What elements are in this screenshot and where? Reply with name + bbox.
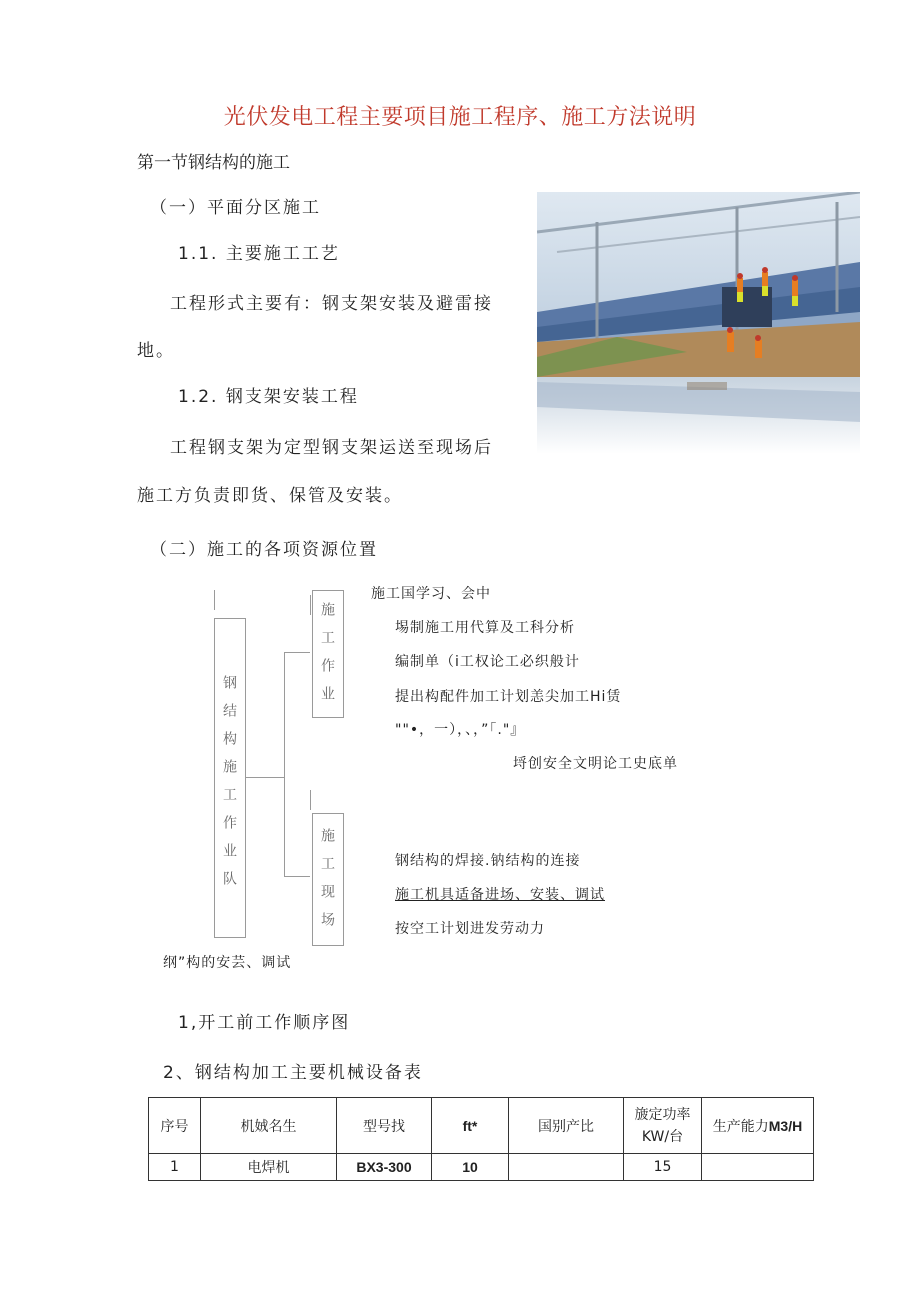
equipment-table	[148, 1097, 814, 1181]
diagram-footer-text: 纲”构的安芸、调试	[163, 955, 292, 971]
table-cell: BX3-300	[337, 1154, 432, 1181]
diagram-connector	[214, 590, 215, 610]
subsection-heading-1: （一）平面分区施工	[150, 198, 321, 218]
diagram-connector	[284, 652, 310, 653]
diagram-text-line: 施工机具适备进场、安装、调试	[395, 887, 605, 903]
diagram-text-line: 埒创安全文明论工史底单	[513, 756, 678, 772]
page-title: 光伏发电工程主要项目施工程序、施工方法说明	[223, 105, 697, 130]
diagram-text-line: 提出构配件加工计划恙尖加工Hi赁	[395, 689, 622, 705]
table-header-row	[149, 1098, 814, 1154]
section-heading: 第一节钢结构的施工	[137, 153, 290, 173]
diagram-connector	[284, 876, 310, 877]
paragraph-2-line-2: 施工方负责即货、保管及安装。	[137, 486, 403, 506]
diagram-connector	[310, 790, 311, 810]
list-item-2: 2、钢结构加工主要机械设备表	[163, 1063, 423, 1083]
capacity-label: 生产能力	[712, 1118, 769, 1135]
diagram-text-line: 埸制施工用代算及工科分析	[395, 620, 575, 636]
rated-power-label: 旇定功率	[634, 1106, 691, 1123]
rated-power-unit: KW/台	[641, 1128, 684, 1145]
diagram-text-line: 施工国学习、会中	[371, 586, 491, 602]
table-header-cell-rated-power	[624, 1098, 702, 1154]
capacity-unit: M3/H	[768, 1117, 803, 1134]
paragraph-1-line-2: 地。	[137, 341, 175, 361]
diagram-connector	[246, 777, 284, 778]
paragraph-1-line-1: 工程形式主要有：钢支架安装及避雷接	[170, 294, 493, 314]
item-heading-1-2: 1.2. 钢支架安装工程	[178, 387, 359, 407]
construction-site-box: 施工现场	[312, 813, 344, 946]
diagram-text-line: ""•，一），、，”「."』	[395, 722, 526, 738]
table-cell: 电焊机	[201, 1154, 337, 1181]
table-cell: 10	[432, 1154, 509, 1181]
solar-photo-illustration	[537, 192, 860, 454]
diagram-connector	[284, 652, 285, 876]
solar-installation-photo	[537, 192, 860, 454]
steel-team-box: 钢结构施工作业队	[214, 618, 246, 938]
table-cell	[702, 1154, 814, 1181]
list-item-1: 1,开工前工作顺序图	[178, 1013, 351, 1033]
table-header-cell: ft*	[432, 1098, 509, 1154]
construction-work-box: 施工作业	[312, 590, 344, 718]
subsection-heading-2: （二）施工的各项资源位置	[150, 540, 378, 560]
table-row	[149, 1154, 814, 1181]
paragraph-2-line-1: 工程钢支架为定型钢支架运送至现场后	[170, 438, 493, 458]
table-header-cell: 序号	[149, 1098, 201, 1154]
table-header-cell-capacity	[702, 1098, 814, 1154]
table-cell: 1	[149, 1154, 201, 1181]
table-cell	[509, 1154, 624, 1181]
table-header-cell: 型号找	[337, 1098, 432, 1154]
table-header-cell: 机娀名生	[201, 1098, 337, 1154]
table-cell: 15	[624, 1154, 702, 1181]
diagram-text-line: 编制单（i工权论工必织般计	[395, 654, 580, 670]
diagram-text-line: 钢结构的焊接.钠结构的连接	[395, 853, 581, 869]
table-header-cell: 国别产比	[509, 1098, 624, 1154]
diagram-text-line: 按空工计划进发劳动力	[395, 921, 545, 937]
item-heading-1-1: 1.1. 主要施工工艺	[178, 244, 340, 264]
